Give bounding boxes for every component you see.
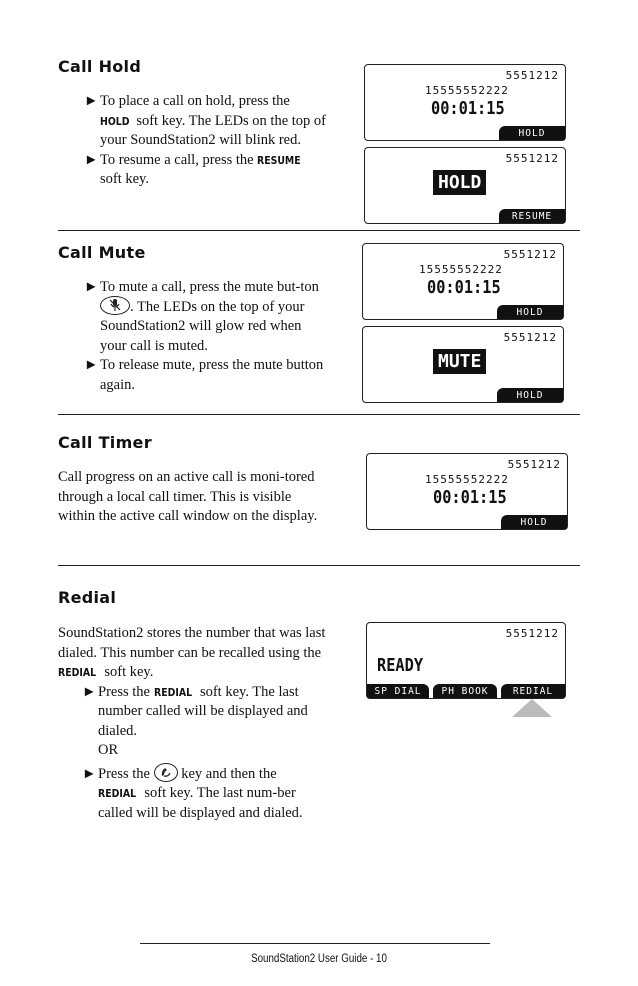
status-badge: MUTE (433, 349, 486, 374)
page-footer: SoundStation2 User Guide - 10 (251, 953, 387, 965)
lcd-screen (364, 147, 566, 224)
list-item: ► To mute a call, press the mute but-ton . The LEDs on the top of your SoundStation2 will glow red when your call is muted. (84, 279, 319, 354)
list-item: ► To resume a call, press the RESUME soft key. (84, 151, 301, 187)
caller-number: 15555552222 (425, 84, 509, 97)
extension-label: 5551212 (505, 152, 559, 165)
call-timer: 00:01:15 (431, 98, 505, 119)
list-item: ► To release mute, press the mute button again. (84, 357, 324, 393)
call-timer: 00:01:15 (427, 277, 501, 298)
divider (58, 414, 580, 415)
call-timer: 00:01:15 (433, 487, 507, 508)
lcd-screen (366, 622, 566, 699)
mute-icon (100, 296, 130, 315)
call-hold-text (84, 92, 334, 190)
sp-dial-softkey[interactable]: SP DIAL (367, 684, 429, 698)
lcd-screen (362, 326, 564, 403)
extension-label: 5551212 (505, 627, 559, 640)
hold-softkey[interactable]: HOLD (497, 388, 563, 402)
redial-softkey[interactable]: REDIAL (501, 684, 565, 698)
softkey-pointer-icon (512, 699, 552, 717)
ph-book-softkey[interactable]: PH BOOK (433, 684, 497, 698)
extension-label: 5551212 (505, 69, 559, 82)
hold-softkey[interactable]: HOLD (499, 126, 565, 140)
caller-number: 15555552222 (425, 473, 509, 486)
resume-softkey[interactable]: RESUME (499, 209, 565, 223)
list-item: ► Press the key and then the REDIAL soft key. The last num-ber called will be displayed and dialed. (82, 765, 328, 824)
extension-label: 5551212 (503, 248, 557, 261)
lcd-screen (364, 64, 566, 141)
hold-softkey[interactable]: HOLD (497, 305, 563, 319)
redial-title: Redial (58, 588, 117, 607)
hold-softkey[interactable]: HOLD (501, 515, 567, 529)
call-mute-title: Call Mute (58, 243, 146, 262)
footer-divider (140, 943, 490, 944)
divider (58, 565, 580, 566)
status-text: READY (377, 655, 424, 676)
or-label: OR (98, 742, 119, 758)
extension-label: 5551212 (507, 458, 561, 471)
call-mute-text (84, 278, 329, 395)
call-timer-text: Call progress on an active call is moni-tored through a local call timer. This is visible within the active call window on the display. (58, 469, 318, 524)
extension-label: 5551212 (503, 331, 557, 344)
list-item: ► To place a call on hold, press the HOLD soft key. The LEDs on the top of your SoundStation2 will blink red. (84, 93, 327, 148)
call-timer-title: Call Timer (58, 433, 152, 452)
phone-icon (154, 763, 178, 782)
list-item: ► Press the REDIAL soft key. The last number called will be displayed and dialed. (82, 683, 308, 739)
call-hold-title: Call Hold (58, 57, 142, 76)
status-badge: HOLD (433, 170, 486, 195)
redial-intro: SoundStation2 stores the number that was last dialed. This number can be recalled using the REDIAL soft key. (58, 625, 326, 680)
lcd-screen (366, 453, 568, 530)
divider (58, 230, 580, 231)
caller-number: 15555552222 (419, 263, 503, 276)
redial-text (58, 624, 328, 823)
lcd-screen (362, 243, 564, 320)
